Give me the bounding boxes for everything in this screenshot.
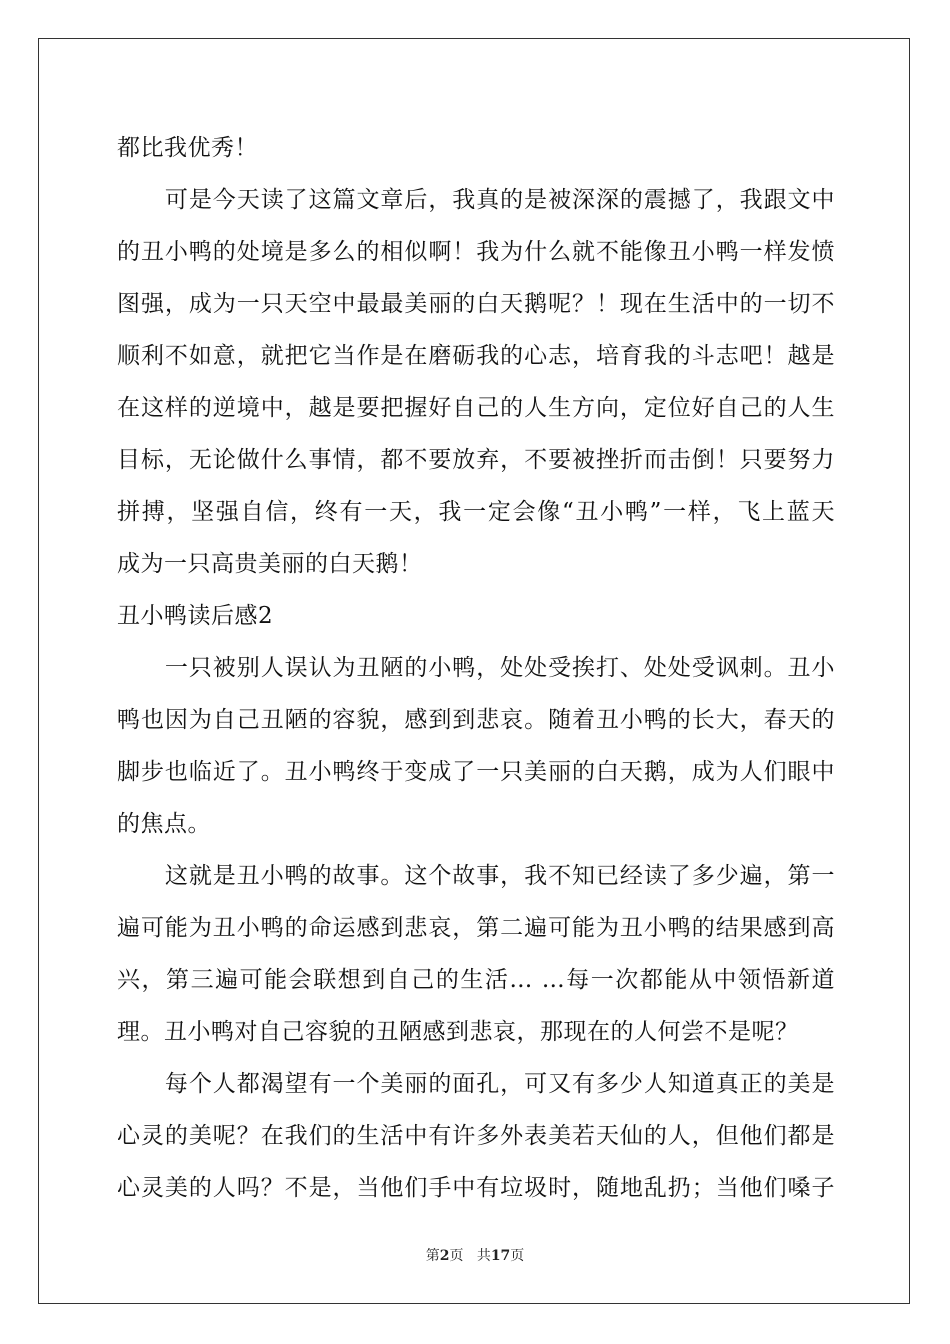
text-line: 可是今天读了这篇文章后，我真的是被深深的震撼了，我跟文中 <box>117 187 835 213</box>
text-line: 脚步也临近了。丑小鸭终于变成了一只美丽的白天鹅，成为人们眼中 <box>117 759 835 785</box>
text-line: 顺利不如意，就把它当作是在磨砺我的心志，培育我的斗志吧！越是 <box>117 343 835 369</box>
page-unit: 页 <box>449 1248 464 1264</box>
text-line: 这就是丑小鸭的故事。这个故事，我不知已经读了多少遍，第一 <box>117 863 835 889</box>
text-line: 目标，无论做什么事情，都不要放弃，不要被挫折而击倒！只要努力 <box>117 447 835 473</box>
text-line: 都比我优秀！ <box>117 135 258 161</box>
text-line: 一只被别人误认为丑陋的小鸭，处处受挨打、处处受讽刺。丑小 <box>117 655 835 681</box>
text-line: 心灵美的人吗？不是，当他们手中有垃圾时，随地乱扔；当他们嗓子 <box>117 1175 835 1201</box>
total-pages: 17 <box>490 1248 511 1264</box>
page-prefix: 第 <box>425 1248 440 1264</box>
text-line: 拼搏，坚强自信，终有一天，我一定会像“丑小鸭”一样，飞上蓝天 <box>117 499 835 525</box>
text-line: 成为一只高贵美丽的白天鹅！ <box>117 551 423 577</box>
page-number: 2 <box>439 1248 450 1264</box>
text-line: 图强，成为一只天空中最最美丽的白天鹅呢？！现在生活中的一切不 <box>117 291 835 317</box>
text-line: 每个人都渴望有一个美丽的面孔，可又有多少人知道真正的美是 <box>117 1071 835 1097</box>
text-line: 的丑小鸭的处境是多么的相似啊！我为什么就不能像丑小鸭一样发愤 <box>117 239 835 265</box>
text-line: 理。丑小鸭对自己容貌的丑陋感到悲哀，那现在的人何尝不是呢？ <box>117 1019 799 1045</box>
text-line: 遍可能为丑小鸭的命运感到悲哀，第二遍可能为丑小鸭的结果感到高 <box>117 915 835 941</box>
text-line: 的焦点。 <box>117 811 211 837</box>
total-prefix: 共 <box>476 1248 491 1264</box>
total-unit: 页 <box>510 1248 525 1264</box>
text-line: 鸭也因为自己丑陋的容貌，感到到悲哀。随着丑小鸭的长大，春天的 <box>117 707 835 733</box>
section-heading: 丑小鸭读后感2 <box>117 603 274 629</box>
text-line: 兴，第三遍可能会联想到自己的生活… …每一次都能从中领悟新道 <box>117 967 835 993</box>
text-line: 在这样的逆境中，越是要把握好自己的人生方向，定位好自己的人生 <box>117 395 835 421</box>
page-footer <box>0 1246 950 1266</box>
text-line: 心灵的美呢？在我们的生活中有许多外表美若天仙的人，但他们都是 <box>117 1123 835 1149</box>
